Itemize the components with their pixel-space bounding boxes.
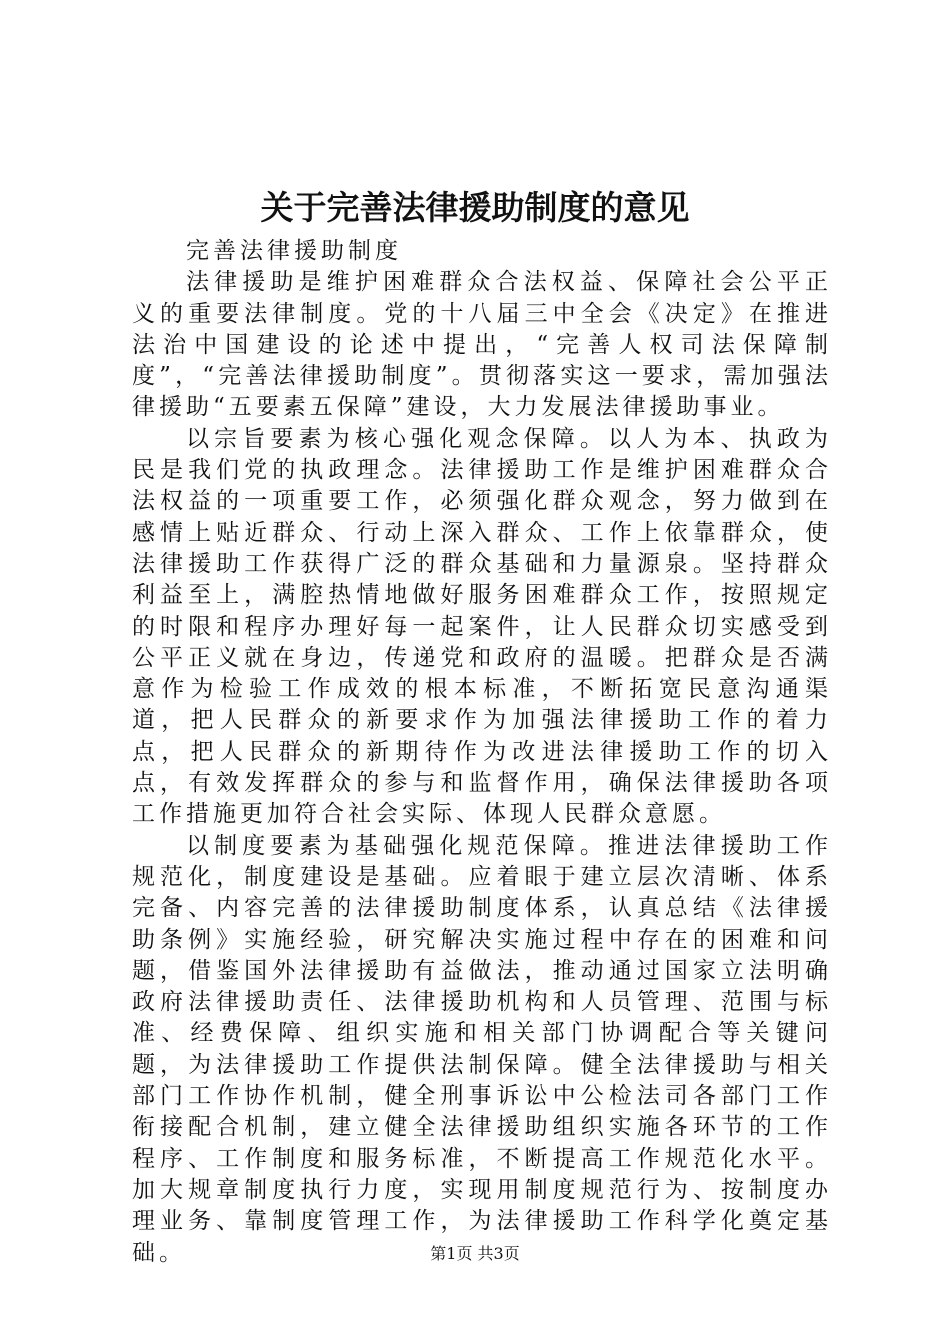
document-body xyxy=(132,236,832,1269)
document-title: 关于完善法律援助制度的意见 xyxy=(260,188,690,227)
paragraph: 以宗旨要素为核心强化观念保障。以人为本、执政为民是我们党的执政理念。法律援助工作是维护困难群众合法权益的一项重要工作，必须强化群众观念，努力做到在感情上贴近群众、行动上深入群众、工作上依靠群众，使法律援助工作获得广泛的群众基础和力量源泉。坚持群众利益至上，满腔热情地做好服务困难群众工作，按照规定的时限和程序办理好每一起案件，让人民群众切实感受到公平正义就在身边，传递党和政府的温暖。把群众是否满意作为检验工作成效的根本标准，不断拓宽民意沟通渠道，把人民群众的新要求作为加强法律援助工作的着力点，把人民群众的新期待作为改进法律援助工作的切入点，有效发挥群众的参与和监督作用，确保法律援助各项工作措施更加符合社会实际、体现人民群众意愿。 xyxy=(132,425,832,828)
page-number-footer: 第1页 共3页 xyxy=(430,1244,520,1263)
paragraph: 法律援助是维护困难群众合法权益、保障社会公平正义的重要法律制度。党的十八届三中全会《决定》在推进法治中国建设的论述中提出，“完善人权司法保障制度”，“完善法律援助制度”。贯彻落实这一要求，需加强法律援助“五要素五保障”建设，大力发展法律援助事业。 xyxy=(132,269,832,421)
paragraph: 以制度要素为基础强化规范保障。推进法律援助工作规范化，制度建设是基础。应着眼于建立层次清晰、体系完备、内容完善的法律援助制度体系，认真总结《法律援助条例》实施经验，研究解决实施过程中存在的困难和问题，借鉴国外法律援助有益做法，推动通过国家立法明确政府法律援助责任、法律援助机构和人员管理、范围与标准、经费保障、组织实施和相关部门协调配合等关键问题，为法律援助工作提供法制保障。健全法律援助与相关部门工作协作机制，健全刑事诉讼中公检法司各部门工作衔接配合机制，建立健全法律援助组织实施各环节的工作程序、工作制度和服务标准，不断提高工作规范化水平。加大规章制度执行力度，实现用制度规范行为、按制度办理业务、靠制度管理工作，为法律援助工作科学化奠定基础。 xyxy=(132,832,832,1266)
document-subheading: 完善法律援助制度 xyxy=(186,238,402,264)
